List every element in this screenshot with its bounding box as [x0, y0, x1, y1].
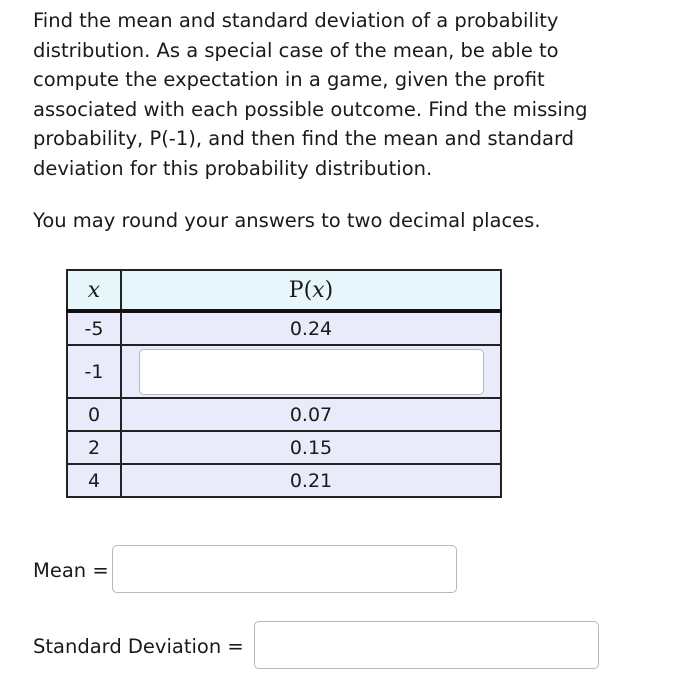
probability-input-cell	[121, 345, 501, 398]
x-value: 2	[67, 431, 121, 464]
probability-value: 0.21	[121, 464, 501, 497]
table-row	[67, 311, 501, 345]
table-row	[67, 398, 501, 431]
question-line: associated with each possible outcome. Find the missing	[33, 97, 588, 121]
table-header-row	[67, 270, 501, 311]
x-value: 4	[67, 464, 121, 497]
mean-label: Mean =	[33, 559, 109, 582]
question-line: deviation for this probability distribution.	[33, 156, 433, 180]
probability-value: 0.07	[121, 398, 501, 431]
probability-value: 0.24	[121, 311, 501, 345]
rounding-note: You may round your answers to two decimal places.	[33, 209, 541, 232]
table-row	[67, 345, 501, 398]
question-line: Find the mean and standard deviation of a probability	[33, 9, 559, 32]
question-line: compute the expectation in a game, given the profit	[33, 68, 545, 91]
x-value: -5	[67, 311, 121, 345]
table-row	[67, 431, 501, 464]
standard-deviation-label: Standard Deviation =	[33, 635, 244, 658]
question-line: probability, P(-1), and then find the mean and standard	[33, 127, 574, 150]
table-row	[67, 464, 501, 497]
x-value: 0	[67, 398, 121, 431]
header-x: x	[67, 270, 121, 311]
header-probability: P(x)	[121, 270, 501, 311]
standard-deviation-input[interactable]	[254, 621, 599, 669]
x-value: -1	[67, 345, 121, 398]
missing-probability-input[interactable]	[139, 349, 484, 395]
question-line: distribution. As a special case of the mean, be able to	[33, 38, 559, 62]
mean-input[interactable]	[112, 545, 457, 593]
probability-table	[66, 269, 502, 498]
probability-value: 0.15	[121, 431, 501, 464]
question-text	[33, 6, 633, 183]
